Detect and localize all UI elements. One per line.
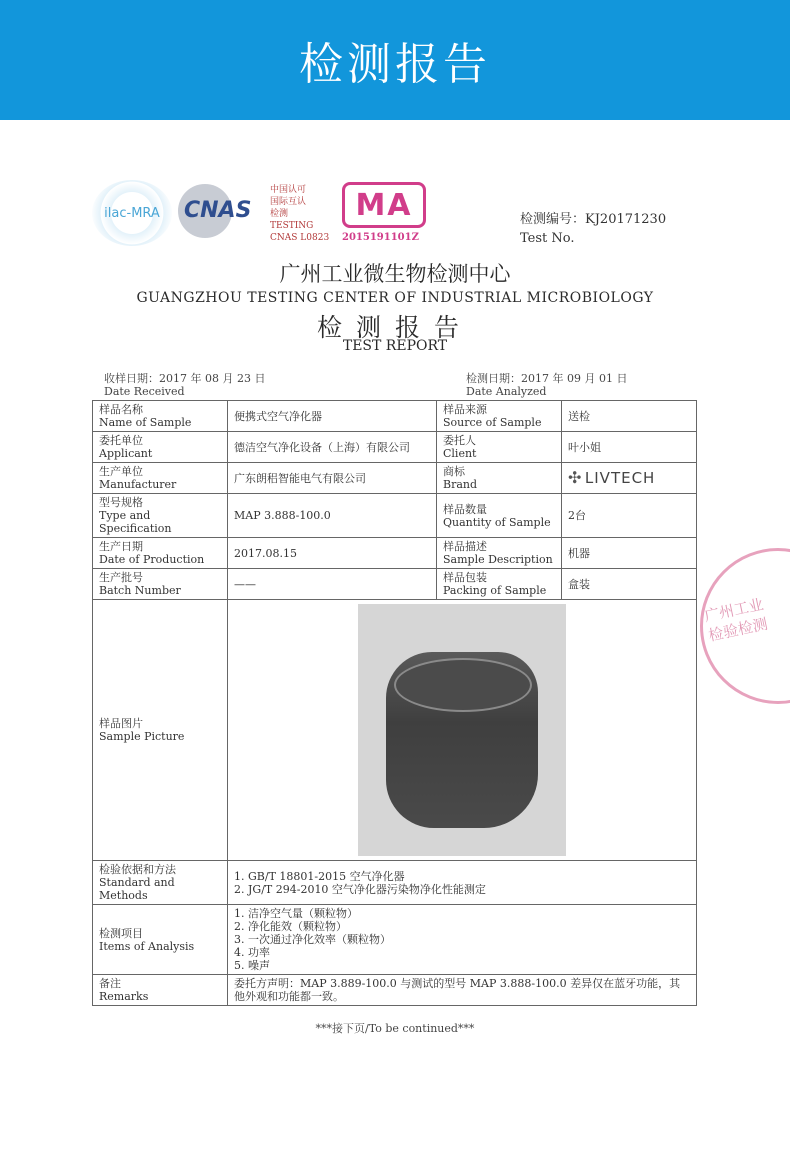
date-info: [104, 372, 694, 400]
label-cell: [93, 463, 228, 494]
air-purifier-top: [394, 658, 532, 712]
label-en: Source of Sample: [443, 416, 542, 429]
label-en: Packing of Sample: [443, 584, 547, 597]
continued-note: ***接下页/To be continued***: [315, 1022, 475, 1035]
label-cell: [437, 463, 562, 494]
label-cell: [93, 975, 228, 1006]
value-cell: 德洁空气净化设备（上海）有限公司: [228, 432, 437, 463]
table-row: [93, 861, 697, 905]
ilac-mra-logo: ilac-MRA: [92, 180, 172, 246]
table-row: [93, 401, 697, 432]
table-row: [93, 569, 697, 600]
label-cell: [437, 538, 562, 569]
remarks-cell: 委托方声明：MAP 3.889-100.0 与测试的型号 MAP 3.888-100.0 差异仅在蓝牙功能，其他外观和功能都一致。: [228, 975, 697, 1006]
list-item: 1. GB/T 18801-2015 空气净化器: [234, 869, 405, 883]
label-cn: 商标: [443, 465, 465, 478]
label-cn: 检验依据和方法: [99, 863, 176, 876]
value-cell: 叶小姐: [562, 432, 697, 463]
label-cell: [437, 401, 562, 432]
label-cell: [93, 600, 228, 861]
label-cell: [93, 401, 228, 432]
list-item: 1. 洁净空气量（颗粒物）: [234, 907, 358, 920]
label-en: Brand: [443, 478, 478, 491]
value-cell: MAP 3.888-100.0: [228, 494, 437, 538]
label-en: Manufacturer: [99, 478, 177, 491]
cnas-side-line: CNAS L0823: [270, 233, 330, 243]
date-analyzed-en: Date Analyzed: [466, 385, 547, 398]
cnas-side-line: 中国认可: [270, 185, 307, 195]
label-cn: 样品包装: [443, 571, 487, 584]
center-name-en: GUANGZHOU TESTING CENTER OF INDUSTRIAL MICROBIOLOGY: [136, 290, 654, 306]
report-title-cn: 检测报告: [316, 313, 473, 342]
cnas-side-text: [270, 184, 329, 244]
label-cn: 备注: [99, 977, 121, 990]
pinwheel-icon: ✣: [568, 467, 582, 487]
table-row: [93, 538, 697, 569]
cma-logo-text: MA: [342, 182, 426, 228]
label-cn: 生产单位: [99, 465, 143, 478]
list-item: 3. 一次通过净化效率（颗粒物）: [234, 933, 391, 946]
date-analyzed-cn: 检测日期：2017 年 09 月 01 日: [466, 372, 628, 385]
label-cn: 样品来源: [443, 403, 487, 416]
page-banner: [0, 0, 790, 120]
stamp-text: 广州工业 检验检测: [702, 595, 770, 645]
date-received-cn: 收样日期：2017 年 08 月 23 日: [104, 372, 266, 385]
label-en: Name of Sample: [99, 416, 192, 429]
center-name-cn: 广州工业微生物检测中心: [279, 262, 511, 286]
brand-logo-cell: [562, 463, 697, 494]
label-cell: [437, 569, 562, 600]
sample-photo: [358, 604, 566, 856]
table-row: [93, 975, 697, 1006]
banner-title: 检测报告: [299, 39, 491, 90]
date-received: [104, 372, 265, 398]
analysis-cell: [228, 905, 697, 975]
label-cell: [437, 432, 562, 463]
cnas-logo-text: CNAS: [184, 198, 252, 223]
cnas-side-line: 检测: [270, 209, 289, 219]
label-cn: 样品图片: [99, 717, 143, 730]
list-item: 4. 功率: [234, 946, 270, 959]
label-en: Batch Number: [99, 584, 181, 597]
cnas-side-line: TESTING: [270, 221, 314, 231]
cma-logo: [342, 182, 426, 226]
list-item: 5. 噪声: [234, 959, 270, 972]
label-en: Quantity of Sample: [443, 515, 551, 529]
cnas-logo: [178, 184, 262, 238]
test-number-en: Test No.: [520, 231, 575, 246]
value-cell: 2台: [562, 494, 697, 538]
test-number-cn: 检测编号：KJ20171230: [520, 212, 667, 227]
label-cn: 样品数量: [443, 502, 487, 516]
picture-cell: [228, 600, 697, 861]
value-cell: 盒装: [562, 569, 697, 600]
label-cn: 委托人: [443, 434, 476, 447]
value-cell: 2017.08.15: [228, 538, 437, 569]
value-cell: 机器: [562, 538, 697, 569]
date-received-en: Date Received: [104, 385, 185, 398]
label-cn: 委托单位: [99, 434, 143, 447]
label-cn: 型号规格: [99, 496, 143, 509]
value-cell: 便携式空气净化器: [228, 401, 437, 432]
label-cn: 生产批号: [99, 571, 143, 584]
table-row: [93, 905, 697, 975]
value-cell: 广东朗稆智能电气有限公司: [228, 463, 437, 494]
label-cell: [93, 569, 228, 600]
label-en: Items of Analysis: [99, 939, 195, 953]
table-row: [93, 494, 697, 538]
label-en: Standard and Methods: [99, 876, 175, 902]
label-cell: [93, 432, 228, 463]
cnas-side-line: 国际互认: [270, 197, 307, 207]
report-table: [92, 400, 697, 1006]
list-item: 2. JG/T 294-2010 空气净化器污染物净化性能测定: [234, 882, 486, 896]
value-cell: ——: [228, 569, 437, 600]
label-cell: [93, 538, 228, 569]
test-number: [520, 210, 666, 248]
label-en: Applicant: [99, 447, 153, 460]
label-cell: [93, 861, 228, 905]
table-row: [93, 463, 697, 494]
label-cn: 样品名称: [99, 403, 143, 416]
label-en: Sample Description: [443, 553, 553, 566]
standards-cell: [228, 861, 697, 905]
table-row: [93, 600, 697, 861]
label-en: Date of Production: [99, 553, 205, 566]
label-cell: [93, 494, 228, 538]
date-analyzed: [466, 372, 627, 398]
list-item: 2. 净化能效（颗粒物）: [234, 920, 347, 933]
label-cell: [93, 905, 228, 975]
cma-number: 2015191101Z: [342, 232, 419, 243]
label-en: Type and Specification: [99, 509, 172, 535]
label-en: Sample Picture: [99, 730, 185, 743]
label-cn: 样品描述: [443, 540, 487, 553]
report-title-en: TEST REPORT: [342, 338, 448, 354]
label-en: Client: [443, 447, 477, 460]
label-cell: [437, 494, 562, 538]
label-cn: 生产日期: [99, 540, 143, 553]
table-row: [93, 432, 697, 463]
value-cell: 送检: [562, 401, 697, 432]
label-en: Remarks: [99, 990, 149, 1003]
label-cn: 检测项目: [99, 926, 143, 940]
brand-logo-text: LIVTECH: [584, 468, 656, 487]
